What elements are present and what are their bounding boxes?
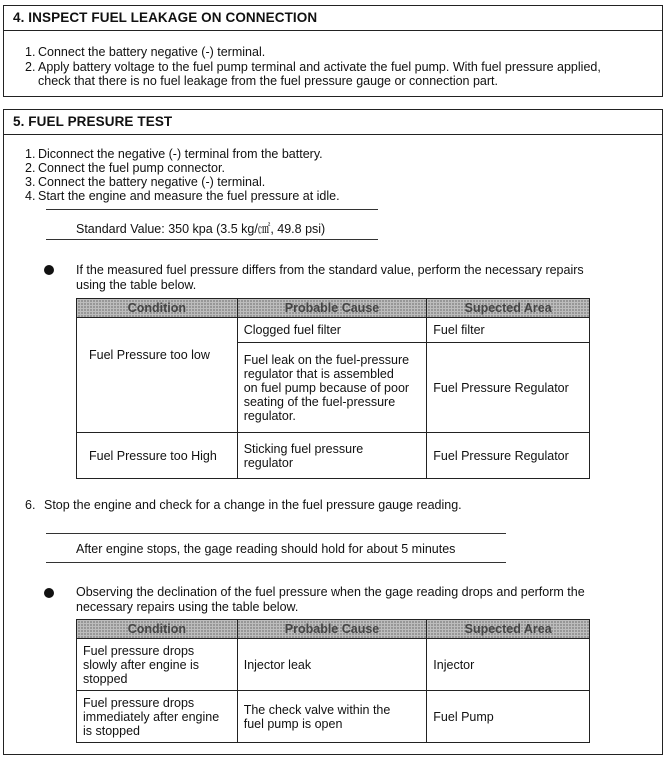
section-5-heading: 5. FUEL PRESURE TEST — [4, 110, 662, 135]
cause-line: regulator that is assembled — [243, 366, 394, 381]
standard-value: Standard Value: 350 kpa (3.5 kg/㎠, 49.8 psi) — [76, 222, 326, 236]
condition-line: slowly after engine is — [83, 657, 200, 672]
step-item — [4, 161, 662, 175]
step-item — [4, 147, 662, 161]
cause-cell — [237, 318, 427, 343]
bullet-icon — [44, 265, 54, 275]
step-item — [4, 175, 662, 189]
cause-cell — [237, 433, 427, 479]
cause-cell — [237, 691, 427, 743]
step-item — [4, 45, 662, 59]
step-number: 1. — [25, 45, 36, 59]
area-text: Injector — [433, 657, 475, 672]
area-cell — [427, 691, 590, 743]
area-text: Fuel filter — [433, 323, 485, 337]
condition-cell — [77, 433, 238, 479]
fuel-pressure-table — [76, 298, 590, 479]
table-row — [77, 639, 590, 691]
step-text: Diconnect the negative (-) terminal from the battery. — [38, 147, 323, 161]
condition-cell — [77, 318, 238, 433]
standard-value-top-rule — [46, 209, 378, 210]
bullet-1-line: If the measured fuel pressure differs from the standard value, perform the necessary repairs — [76, 263, 584, 277]
column-header: Condition — [77, 299, 238, 318]
condition-text: Fuel Pressure too low — [89, 348, 210, 362]
section-fuel-pressure-test — [3, 109, 663, 755]
hold-note-bottom-rule — [46, 562, 506, 563]
table-row — [77, 433, 590, 479]
step-text-line: check that there is no fuel leakage from the fuel pressure gauge or connection part. — [38, 74, 498, 88]
cause-line: regulator — [243, 455, 294, 470]
area-cell — [427, 639, 590, 691]
cause-line: Sticking fuel pressure — [243, 441, 364, 456]
area-text: Fuel Pump — [433, 709, 494, 724]
step-number: 2. — [25, 60, 36, 74]
column-header: Condition — [77, 620, 238, 639]
cause-line: fuel pump is open — [243, 716, 343, 731]
condition-line: stopped — [83, 671, 128, 686]
column-header: Supected Area — [427, 299, 590, 318]
condition-text: Fuel Pressure too High — [89, 448, 217, 463]
cause-line: regulator. — [243, 408, 296, 423]
step-number: 2. — [25, 161, 36, 175]
bullet-1-line: using the table below. — [76, 278, 197, 292]
area-cell — [427, 433, 590, 479]
step-text: Connect the battery negative (-) terminal. — [38, 175, 266, 189]
step-number: 1. — [25, 147, 36, 161]
step-text: Stop the engine and check for a change in the fuel pressure gauge reading. — [44, 498, 462, 512]
table-row — [77, 691, 590, 743]
step-number: 6. — [25, 498, 36, 512]
area-cell — [427, 318, 590, 343]
step-text-line: Apply battery voltage to the fuel pump terminal and activate the fuel pump. With fuel pressure applied, — [38, 60, 601, 74]
step-number: 4. — [25, 189, 36, 203]
bullet-2-text — [76, 585, 585, 615]
cause-text: Injector leak — [243, 657, 312, 672]
condition-line: is stopped — [83, 723, 140, 738]
column-header: Probable Cause — [237, 299, 427, 318]
step-item — [4, 60, 662, 88]
area-cell — [427, 343, 590, 433]
cause-line: The check valve within the — [243, 702, 391, 717]
step-number: 3. — [25, 175, 36, 189]
column-header: Probable Cause — [237, 620, 427, 639]
condition-line: Fuel pressure drops — [83, 643, 195, 658]
condition-cell — [77, 639, 238, 691]
hold-note: After engine stops, the gage reading should hold for about 5 minutes — [76, 542, 456, 556]
step-text: Start the engine and measure the fuel pressure at idle. — [38, 189, 340, 203]
section-4-steps — [4, 45, 662, 88]
condition-line: Fuel pressure drops — [83, 695, 195, 710]
bullet-1-text — [76, 263, 584, 293]
table-row — [77, 318, 590, 343]
cause-line: on fuel pump because of poor — [243, 380, 410, 395]
condition-cell — [77, 691, 238, 743]
pressure-drop-table — [76, 619, 590, 743]
hold-note-top-rule — [46, 533, 506, 534]
cause-line: Fuel leak on the fuel-pressure — [243, 352, 410, 367]
table-header-row — [77, 299, 590, 318]
section-inspect-fuel-leakage — [3, 5, 663, 97]
condition-line: immediately after engine — [83, 709, 220, 724]
section-5-steps — [4, 147, 662, 203]
step-item — [4, 189, 662, 203]
section-4-heading: 4. INSPECT FUEL LEAKAGE ON CONNECTION — [4, 6, 662, 31]
standard-value-bottom-rule — [46, 239, 378, 240]
cause-text: Clogged fuel filter — [243, 323, 341, 337]
area-text: Fuel Pressure Regulator — [433, 380, 569, 395]
table-header-row — [77, 620, 590, 639]
bullet-2-line: necessary repairs using the table below. — [76, 600, 299, 614]
bullet-icon — [44, 588, 54, 598]
bullet-2-line: Observing the declination of the fuel pressure when the gage reading drops and perform the — [76, 585, 585, 599]
cause-cell — [237, 343, 427, 433]
cause-line: seating of the fuel-pressure — [243, 394, 396, 409]
step-text: Connect the fuel pump connector. — [38, 161, 225, 175]
step-text: Connect the battery negative (-) terminal. — [38, 45, 266, 59]
column-header: Supected Area — [427, 620, 590, 639]
area-text: Fuel Pressure Regulator — [433, 448, 569, 463]
cause-cell — [237, 639, 427, 691]
